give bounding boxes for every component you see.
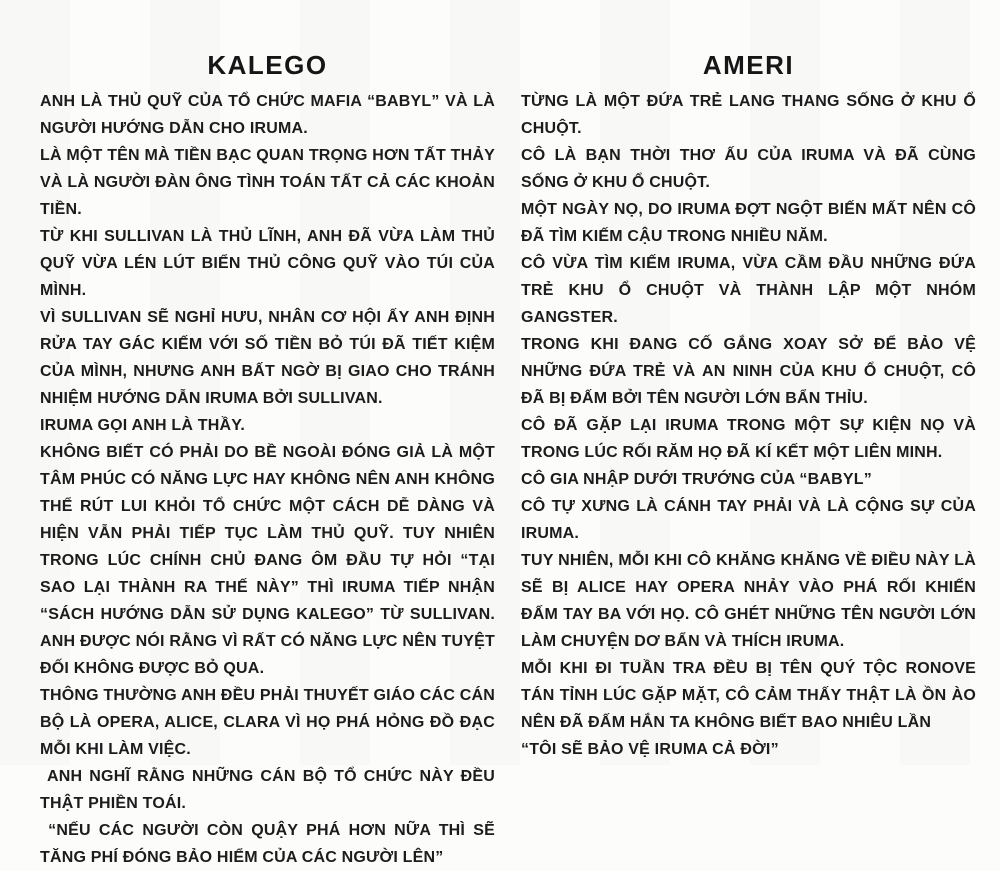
character-name-kalego: KALEGO (207, 50, 328, 80)
profile-paragraph: IRUMA GỌI ANH LÀ THẦY. (40, 417, 245, 434)
profile-paragraph: “TÔI SẼ BẢO VỆ IRUMA CẢ ĐỜI” (521, 741, 779, 758)
profile-text-kalego (40, 88, 500, 871)
profile-paragraph: THÔNG THƯỜNG ANH ĐỀU PHẢI THUYẾT GIÁO CÁC CÁN BỘ LÀ OPERA, ALICE, CLARA VÌ HỌ PHÁ HỎNG ĐỒ ĐẠC MỖI KHI LÀM VIỆC. (40, 687, 500, 758)
profile-columns (40, 50, 981, 871)
profile-paragraph: KHÔNG BIẾT CÓ PHẢI DO BỀ NGOÀI ĐÓNG GIẢ LÀ MỘT TÂM PHÚC CÓ NĂNG LỰC HAY KHÔNG NÊN ANH KHÔNG THỂ RÚT LUI KHỎI TỔ CHỨC MỘT CÁCH DỄ DÀNG VÀ HIỆN VẪN PHẢI TIẾP TỤC LÀM THỦ QUỸ. TUY NHIÊN TRONG LÚC CHÍNH CHỦ ĐANG ÔM ĐẦU TỰ HỎI “TẠI SAO LẠI THÀNH RA THẾ NÀY” THÌ IRUMA TIẾP NHẬN “SÁCH HƯỚNG DẪN SỬ DỤNG KALEGO” TỪ SULLIVAN. ANH ĐƯỢC NÓI RẰNG VÌ RẤT CÓ NĂNG LỰC NÊN TUYỆT ĐỐI KHÔNG ĐƯỢC BỎ QUA. (40, 444, 500, 677)
profile-paragraph: CÔ GIA NHẬP DƯỚI TRƯỚNG CỦA “BABYL” (521, 471, 872, 488)
profile-paragraph: MỘT NGÀY NỌ, DO IRUMA ĐỢT NGỘT BIẾN MẤT NÊN CÔ ĐÃ TÌM KIẾM CẬU TRONG NHIỀU NĂM. (521, 201, 981, 245)
character-profile-ameri (521, 50, 981, 763)
profile-paragraph: LÀ MỘT TÊN MÀ TIỀN BẠC QUAN TRỌNG HƠN TẤT THẢY VÀ LÀ NGƯỜI ĐÀN ÔNG TÌNH TOÁN TẤT CẢ CÁC KHOẢN TIỀN. (40, 147, 500, 218)
profile-paragraph: CÔ ĐÃ GẶP LẠI IRUMA TRONG MỘT SỰ KIỆN NỌ VÀ TRONG LÚC RỐI RĂM HỌ ĐÃ KÍ KẾT MỘT LIÊN MINH. (521, 417, 981, 461)
profile-paragraph: ANH NGHĨ RẰNG NHỮNG CÁN BỘ TỔ CHỨC NÀY ĐỀU THẬT PHIỀN TOÁI. (40, 768, 500, 812)
character-profile-kalego (40, 50, 500, 871)
profile-paragraph: CÔ TỰ XƯNG LÀ CÁNH TAY PHẢI VÀ LÀ CỘNG SỰ CỦA IRUMA. (521, 498, 981, 542)
profile-paragraph: MỖI KHI ĐI TUẦN TRA ĐỀU BỊ TÊN QUÝ TỘC RONOVE TÁN TỈNH LÚC GẶP MẶT, CÔ CẢM THẤY THẬT LÀ ỒN ÀO NÊN ĐÃ ĐẤM HẮN TA KHÔNG BIẾT BAO NHIÊU LẦN (521, 660, 981, 731)
character-name-ameri: AMERI (702, 50, 795, 80)
profile-paragraph: VÌ SULLIVAN SẼ NGHỈ HƯU, NHÂN CƠ HỘI ẤY ANH ĐỊNH RỬA TAY GÁC KIẾM VỚI SỐ TIỀN BỎ TÚI ĐÃ TIẾT KIỆM CỦA MÌNH, NHƯNG ANH BẤT NGỜ BỊ GIAO CHO TRÁNH NHIỆM HƯỚNG DẪN IRUMA BỞI SULLIVAN. (40, 309, 500, 407)
profile-text-ameri (521, 88, 981, 763)
profile-paragraph: CÔ VỪA TÌM KIẾM IRUMA, VỪA CẦM ĐẦU NHỮNG ĐỨA TRẺ KHU Ổ CHUỘT VÀ THÀNH LẬP MỘT NHÓM GANGSTER. (521, 255, 981, 326)
profile-paragraph: TỪ KHI SULLIVAN LÀ THỦ LĨNH, ANH ĐÃ VỪA LÀM THỦ QUỸ VỪA LÉN LÚT BIỂN THỦ CÔNG QUỸ VÀO TÚI CỦA MÌNH. (40, 228, 500, 299)
profile-paragraph: ANH LÀ THỦ QUỸ CỦA TỔ CHỨC MAFIA “BABYL” VÀ LÀ NGƯỜI HƯỚNG DẪN CHO IRUMA. (40, 93, 500, 137)
profile-paragraph: CÔ LÀ BẠN THỜI THƠ ẤU CỦA IRUMA VÀ ĐÃ CÙNG SỐNG Ở KHU Ổ CHUỘT. (521, 147, 981, 191)
profile-paragraph: “NẾU CÁC NGƯỜI CÒN QUẬY PHÁ HƠN NỮA THÌ SẼ TĂNG PHÍ ĐÓNG BẢO HIỂM CỦA CÁC NGƯỜI LÊN” (40, 822, 500, 866)
profile-paragraph: TỪNG LÀ MỘT ĐỨA TRẺ LANG THANG SỐNG Ở KHU Ổ CHUỘT. (521, 93, 981, 137)
profile-paragraph: TRONG KHI ĐANG CỐ GẮNG XOAY SỞ ĐỂ BẢO VỆ NHỮNG ĐỨA TRẺ VÀ AN NINH CỦA KHU Ổ CHUỘT, CÔ ĐÃ BỊ ĐẤM BỞI TÊN NGƯỜI LỚN BẨN THỈU. (521, 336, 981, 407)
profile-paragraph: TUY NHIÊN, MỖI KHI CÔ KHĂNG KHĂNG VỀ ĐIỀU NÀY LÀ SẼ BỊ ALICE HAY OPERA NHẢY VÀO PHÁ RỐI KHIẾN ĐẤM TAY BA VỚI HỌ. CÔ GHÉT NHỮNG TÊN NGƯỜI LỚN LÀM CHUYỆN DƠ BẨN VÀ THÍCH IRUMA. (521, 552, 981, 650)
